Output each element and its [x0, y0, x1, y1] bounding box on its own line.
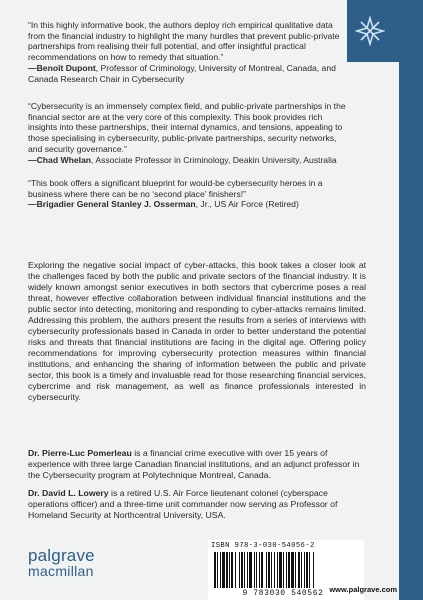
author-bio-text: is a financial crime executive with over 15 years of experience with three large Canadian financial institutions, and an adjunct professor in the Cybersecurity program at Polytechnique Montreal, Canada.: [28, 447, 360, 480]
barcode-bar: [304, 552, 305, 588]
barcode-bar: [226, 552, 228, 588]
barcode-bar: [247, 552, 248, 588]
barcode-bar: [256, 552, 257, 588]
barcode-bar: [222, 552, 225, 588]
barcode-bar: [283, 552, 284, 588]
barcode-bar: [266, 552, 267, 588]
publisher-corner-mark: [347, 0, 399, 62]
spine: [399, 0, 423, 600]
barcode-bar: [279, 552, 282, 588]
barcode-bar: [254, 552, 255, 588]
barcode-bar: [214, 552, 216, 588]
barcode-bar: [259, 552, 260, 588]
endorsement-quote: [28, 101, 346, 165]
barcode-bar: [239, 552, 240, 588]
barcode-bar: [235, 552, 236, 588]
author-bio: [28, 488, 366, 521]
barcode-bar: [231, 552, 233, 588]
quote-attribution: [28, 63, 346, 84]
quote-text: “This book offers a significant blueprint for would-be cybersecurity heroes in a business where there can be no ‘second place’ finishers!”: [28, 178, 323, 199]
barcode-bar: [288, 552, 290, 588]
endorsement-quote: [28, 178, 346, 210]
quote-text: “In this highly informative book, the authors deploy rich empirical qualitative data from the financial industry to highlight the many hurdles that prevent public-private partnerships from realising their full potential, and offer insightful practical recommendations on how to remedy that situation.”: [28, 20, 340, 63]
publisher-logo-line1: palgrave: [28, 546, 95, 565]
barcode-bar: [249, 552, 252, 588]
barcode-bar: [217, 552, 218, 588]
barcode-bar: [301, 552, 302, 588]
barcode-bar: [298, 552, 300, 588]
book-description: Exploring the negative social impact of cyber-attacks, this book takes a closer look at the challenges faced by both the public and private sectors of the financial industry. It is widely known amongst senior executives in both sectors that cybercrime poses a real threat, however effective collaboration between individual financial institutions and the public sector into detecting, monitoring and responding to cyber-attacks remains limited. Addressing this problem, the authors present the results from a series of interviews with cybersecurity professionals based in Canada in order to better understand the potential risks and threats that financial institutions are facing in the digital age. Offering policy recommendations for improving cybersecurity protection measures within financial institutions, and enhancing the sharing of information between the public and private sector, this book is a timely and invaluable read for those researching financial services, cybercrime and risk management, as well as finance professionals interested in cybersecurity.: [28, 259, 366, 403]
endorsement-quote: [28, 20, 346, 84]
author-name: Dr. David L. Lowery: [28, 487, 109, 498]
barcode-bar: [309, 552, 310, 588]
barcode-bar: [244, 552, 245, 588]
springer-nature-star-icon: [355, 16, 385, 46]
barcode-bar: [277, 552, 278, 588]
author-name: Dr. Pierre-Luc Pomerleau: [28, 447, 132, 458]
barcode-number: 9 783030 540562: [242, 589, 324, 598]
barcode-bar: [241, 552, 243, 588]
barcode-bar: [261, 552, 263, 588]
author-bio-text: is a retired U.S. Air Force lieutenant colonel (cyberspace operations officer) and a three-time unit commander now serving as Professor of Homeland Security at Northcentral University, USA.: [28, 487, 338, 520]
barcode-bar: [313, 552, 314, 588]
isbn-label: ISBN 978-3-030-54056-2: [211, 542, 315, 550]
publisher-url: www.palgrave.com: [329, 585, 397, 594]
quote-affiliation: , Associate Professor in Criminology, Deakin University, Australia: [91, 154, 337, 165]
barcode-icon: [210, 552, 360, 588]
barcode-bar: [271, 552, 272, 588]
publisher-logo-line2: macmillan: [28, 563, 94, 579]
quote-affiliation: , Professor of Criminology, University of Montreal, Canada, and Canada Research Chair in Cybersecurity: [28, 62, 336, 84]
quote-text: “Cybersecurity is an immensely complex field, and public-private partnerships in the financial sector are at the very core of this complexity. This book provides rich insights into these partnerships, their internal dynamics, and tensions, appealing to those specialising in cybersecurity, public-private partnerships, security networks, and security governance.”: [28, 101, 346, 154]
barcode-bar: [274, 552, 275, 588]
quote-author: —Benoît Dupont: [28, 62, 96, 73]
barcode-bar: [291, 552, 294, 588]
barcode-bar: [306, 552, 308, 588]
barcode-bar: [295, 552, 296, 588]
quote-attribution: [28, 155, 346, 166]
barcode-bar: [220, 552, 221, 588]
barcode-bar: [229, 552, 230, 588]
quote-affiliation: , Jr., US Air Force (Retired): [195, 199, 299, 210]
barcode-bar: [268, 552, 270, 588]
author-bio: [28, 448, 366, 481]
quote-author: —Brigadier General Stanley J. Osserman: [28, 199, 196, 210]
quote-attribution: [28, 199, 346, 210]
quote-author: —Chad Whelan: [28, 154, 92, 165]
barcode-bar: [286, 552, 287, 588]
